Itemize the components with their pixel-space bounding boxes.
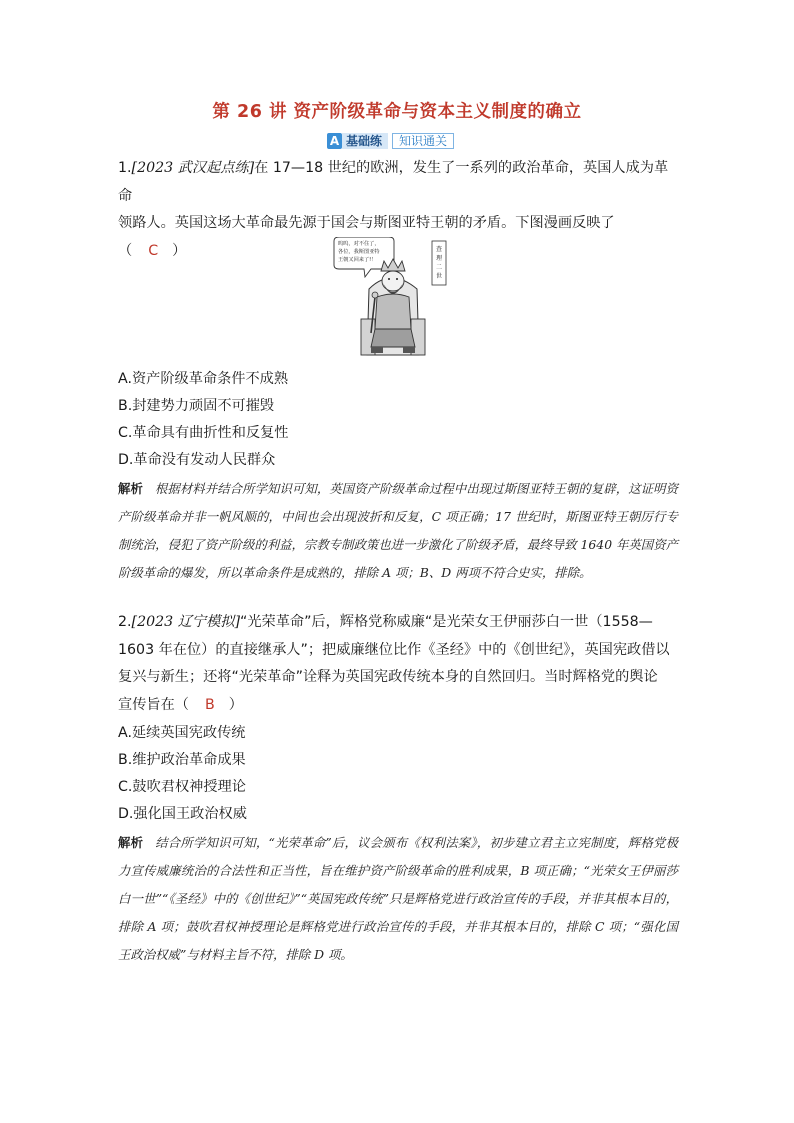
question-1-option-d: D.革命没有发动人民群众 [118,452,276,468]
king-robe [375,294,411,329]
question-2-line1 [118,609,678,637]
shoe-left [371,347,383,353]
question-2-answer-line [118,692,678,720]
shoe-right [403,347,415,353]
question-2-text-1: “光荣革命”后，辉格党称威廉“是光荣女王伊丽莎白一世（1558— [239,614,653,630]
king-label: 查理二世 [436,246,443,280]
question-1-option-a: A.资产阶级革命条件不成熟 [118,371,289,387]
question-1-option-c: C.革命具有曲折性和反复性 [118,425,289,441]
answer-paren-close-2: ） [228,696,243,713]
badge-letter: A [327,133,342,149]
section-badge [327,133,454,149]
page-title: 第 26 讲 资产阶级革命与资本主义制度的确立 [212,102,582,122]
question-1-text-1: 在 17—18 世纪的欧洲，发生了一系列的政治革命，英国人成为革命 [118,160,669,204]
question-1-number: 1. [118,160,132,176]
question-2-explanation [118,829,678,969]
question-1-option-b: B.封建势力顽固不可摧毁 [118,398,275,414]
king-legs [371,329,415,347]
question-2-option-a: A.延续英国宪政传统 [118,725,246,741]
speech-line-2: 各位，我斯图亚特 [338,249,380,255]
badge-level: 基础练 [342,133,388,149]
speech-text [338,239,381,263]
question-2-option-d: D.强化国王政治权威 [118,806,247,822]
answer-paren-close: ） [172,242,187,259]
question-2-number: 2. [118,614,132,630]
question-2-option-c: C.鼓吹君权神授理论 [118,779,246,795]
question-2-text-3: 复兴与新生；还将“光荣革命”诠释为英国宪政传统本身的自然回归。当时辉格党的舆论 [118,669,658,685]
speech-line-3: 王朝又回来了!！ [338,257,377,263]
question-1-answer: C [148,242,159,259]
question-2-text-4: 宣传旨在（ [118,696,189,713]
question-2-source: [2023 辽宁模拟] [131,614,240,630]
question-2-explanation-text: 结合所学知识可知，“光荣革命”后，议会颁布《权利法案》，初步建立君主立宪制度，辉格党极力宣传威廉统治的合法性和正当性，旨在维护资产阶级革命的胜利成果，B 项正确；“光荣女王伊丽莎白一世”“《圣经》中的《创世纪》”“英国宪政传统”只是辉格党进行政治宣传的手段，并非其根本目的，排除 A 项；鼓吹君权神授理论是辉格党进行政治宣传的手段，并非其根本目的，排除 C 项；“强化国王政治权威”与材料主旨不符，排除 D 项。 [118,835,679,962]
question-2-text-2: 1603 年在位）的直接继承人”；把威廉继位比作《圣经》中的《创世纪》，英国宪政借以 [118,641,670,658]
explanation-label-2: 解析 [118,835,144,850]
question-1-explanation [118,475,678,587]
question-1-line1 [118,155,678,210]
question-1-text-2: 领路人。英国这场大革命最先源于国会与斯图亚特王朝的矛盾。下图漫画反映了 [118,215,615,231]
king-head [382,271,404,291]
question-1-explanation-text: 根据材料并结合所学知识可知，英国资产阶级革命过程中出现过斯图亚特王朝的复辟，这证明资产阶级革命并非一帆风顺的，中间也会出现波折和反复，C 项正确；17 世纪时，斯图亚特王朝厉行专制统治，侵犯了资产阶级的利益，宗教专制政策也进一步激化了阶级矛盾，最终导致 1640 年英国资产阶级革命的爆发，所以革命条件是成熟的，排除 A 项；B、D 两项不符合史实，排除。 [118,481,679,580]
king-comic-illustration [331,237,451,361]
answer-paren-open: （ [118,242,133,259]
explanation-label: 解析 [118,481,143,496]
question-2-answer: B [204,696,215,713]
speech-line-1: 呜呜，对不住了， [338,241,380,247]
question-1-source: [2023 武汉起点练] [131,160,255,176]
question-2-stem [118,609,678,719]
badge-topic: 知识通关 [392,133,454,149]
question-2-option-b: B.维护政治革命成果 [118,752,246,768]
